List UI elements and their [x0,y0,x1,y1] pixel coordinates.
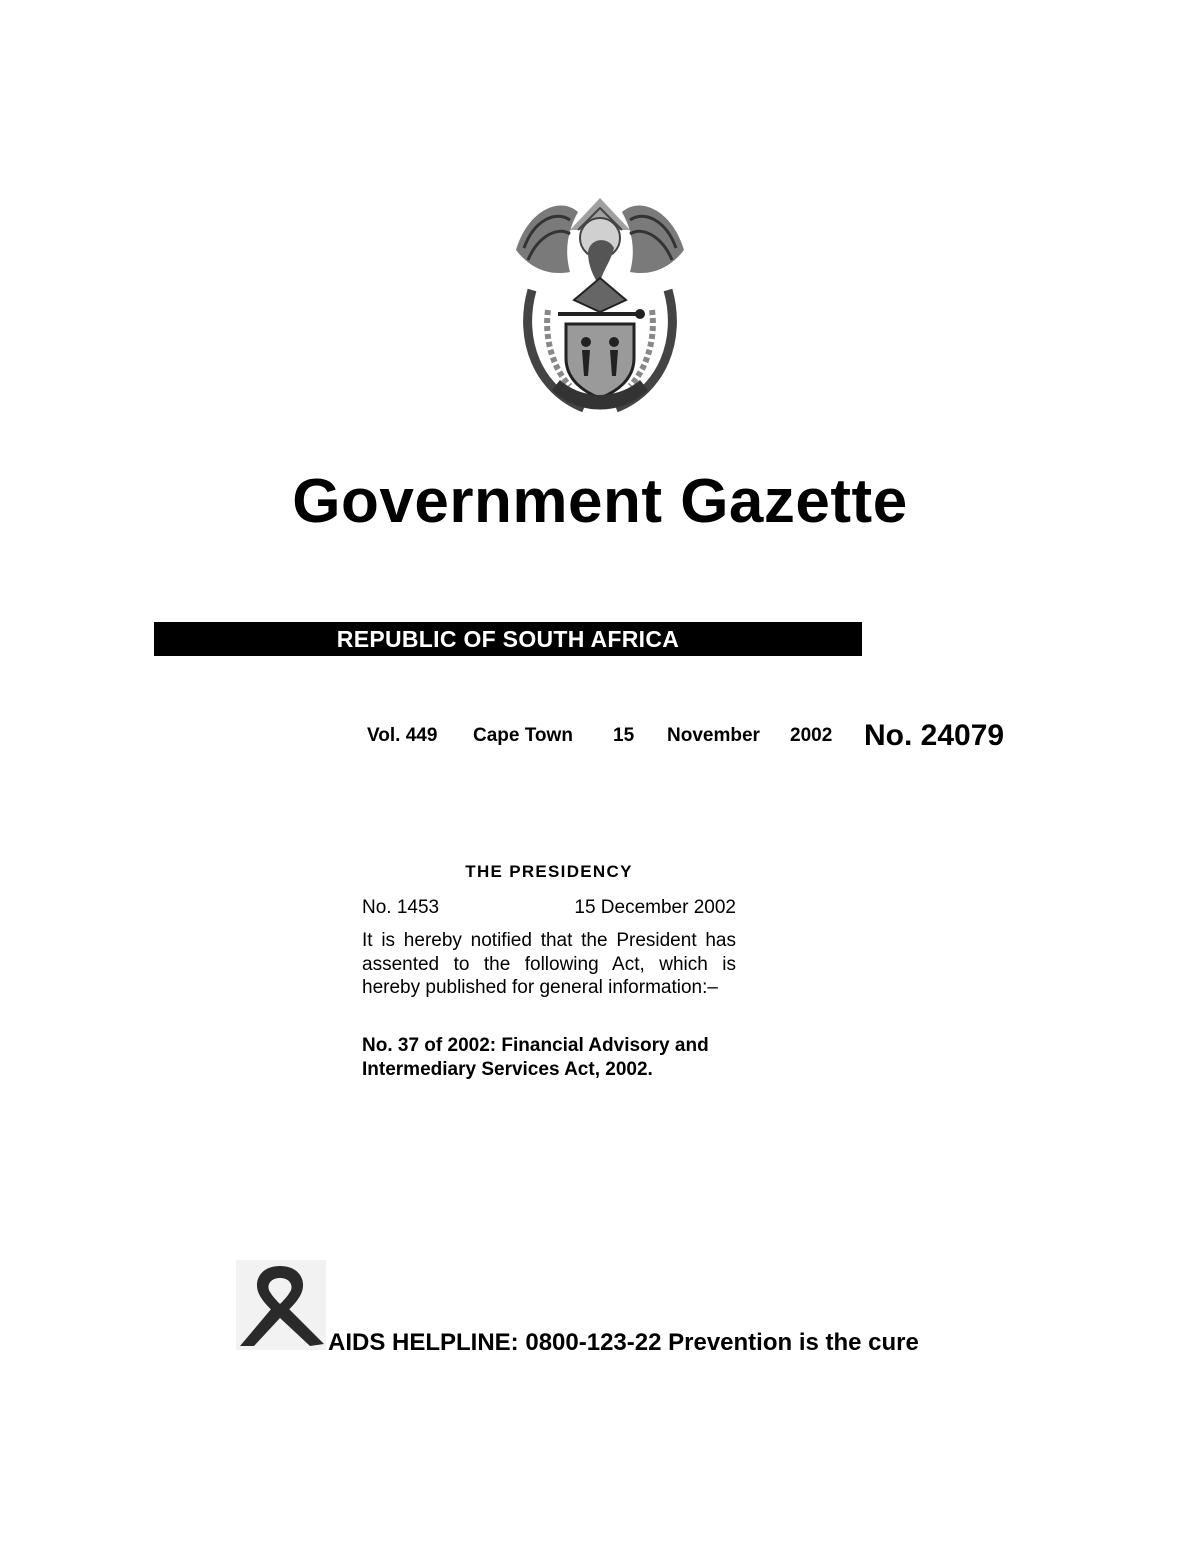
notice-body: It is hereby notified that the President has assented to the following Act, which is hereby published for general information:– [362,930,736,998]
aids-ribbon-icon [236,1260,326,1350]
issue-year: 2002 [790,725,833,746]
issue-volume: Vol. 449 [367,725,438,746]
gazette-title: Government Gazette [292,467,908,536]
issue-month: November [667,725,760,746]
coat-of-arms-icon [508,190,692,422]
notice-number: No. 1453 [362,897,440,918]
issue-day: 15 [613,725,635,746]
notice-date: 15 December 2002 [574,897,736,918]
act-title: No. 37 of 2002: Financial Advisory and Intermediary Services Act, 2002. [362,1035,709,1080]
aids-helpline: AIDS HELPLINE: 0800-123-22 Prevention is the cure [328,1329,919,1356]
issue-number: No. 24079 [864,719,1005,752]
country-banner: REPUBLIC OF SOUTH AFRICA [154,622,862,656]
issue-city: Cape Town [473,725,573,746]
notice-heading: THE PRESIDENCY [465,862,633,881]
